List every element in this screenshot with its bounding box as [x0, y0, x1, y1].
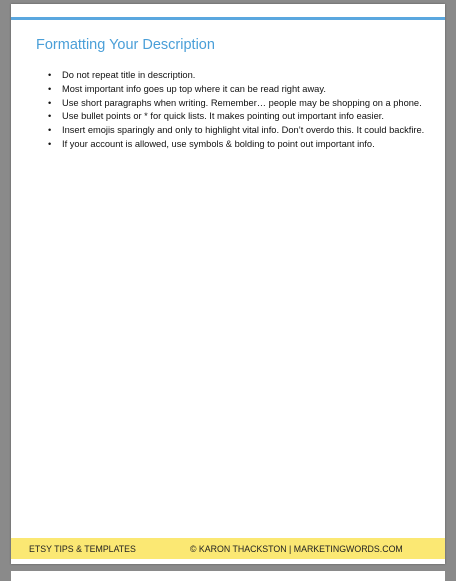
- next-page-edge: [11, 571, 445, 581]
- bullet-icon: •: [48, 138, 52, 149]
- document-page: [11, 4, 445, 564]
- bullet-text: Most important info goes up top where it can be read right away.: [62, 83, 326, 94]
- bullet-icon: •: [48, 83, 52, 94]
- bullet-icon: •: [48, 97, 52, 108]
- list-item: [35, 98, 431, 110]
- list-item: [35, 84, 431, 96]
- list-item: [35, 139, 431, 151]
- list-item: [35, 125, 431, 137]
- bullet-icon: •: [48, 125, 52, 136]
- list-item: [35, 111, 431, 123]
- bullet-icon: •: [48, 70, 52, 80]
- bullet-text: Use bullet points or * for quick lists. It makes pointing out important info easier.: [62, 111, 384, 122]
- section-title: Formatting Your Description: [36, 37, 215, 53]
- list-item: [35, 70, 431, 82]
- bullet-icon: •: [48, 111, 52, 122]
- footer-series-label: ETSY TIPS & TEMPLATES: [29, 544, 136, 554]
- bullet-text: Insert emojis sparingly and only to highlight vital info. Don’t overdo this. It could backfire.: [62, 125, 425, 136]
- page-footer: [11, 538, 445, 559]
- bullet-list: [35, 70, 431, 153]
- footer-copyright: © KARON THACKSTON | MARKETINGWORDS.COM: [190, 544, 403, 554]
- header-rule: [11, 17, 445, 20]
- bullet-text: Use short paragraphs when writing. Remember… people may be shopping on a phone.: [62, 97, 422, 108]
- bullet-text: Do not repeat title in description.: [62, 70, 196, 80]
- bullet-text: If your account is allowed, use symbols & bolding to point out important info.: [62, 138, 375, 149]
